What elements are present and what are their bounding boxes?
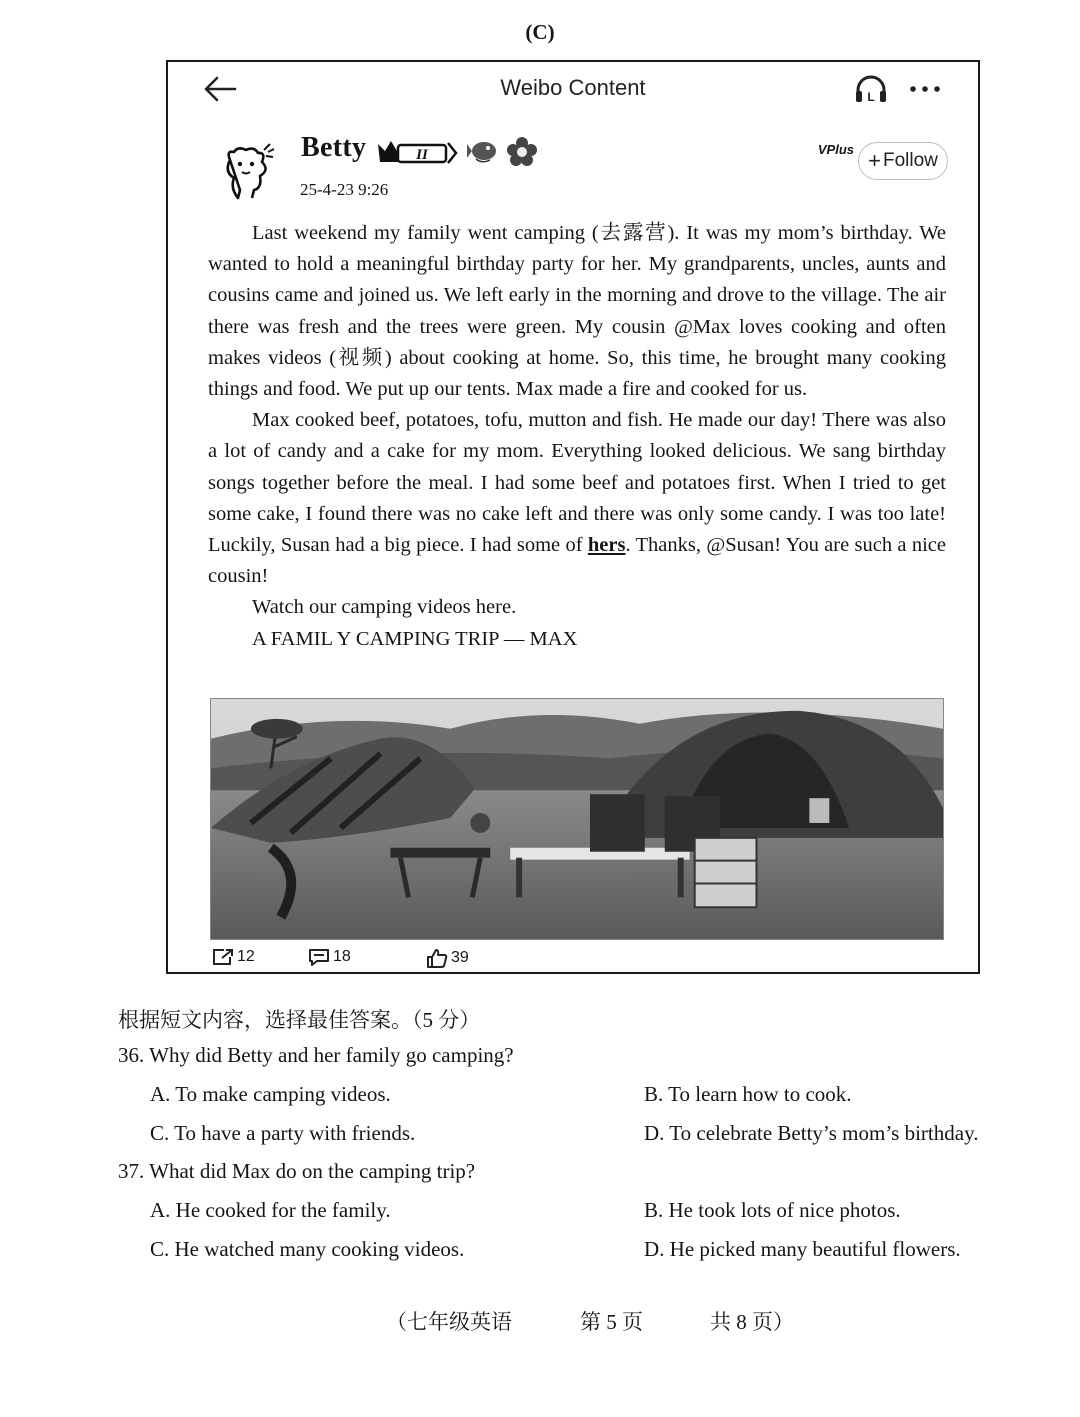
q37-option-d[interactable]: D. He picked many beautiful flowers. [644, 1237, 961, 1261]
question-36: 36. Why did Betty and her family go camping? [118, 1043, 514, 1067]
q37-option-a[interactable]: A. He cooked for the family. [150, 1198, 391, 1222]
crown-level-badge-icon [376, 136, 460, 166]
paragraph-2-text: Max cooked beef, potatoes, tofu, mutton and fish. He made our day! There was also a lot of candy and a cake for my mom. Everything looked delicious. We sang birthday songs together before the meal. I had some beef and potatoes first. When I tried to get some cake, I found there was no cake left and there was only some candy. I was too late! Luckily, Susan had a big piece. I had some of [208, 409, 946, 557]
like-stat[interactable] [426, 948, 469, 968]
fish-badge-icon [466, 136, 500, 166]
footer-page: 第 5 页 [580, 1310, 643, 1334]
like-count: 39 [451, 949, 469, 966]
flower-badge-icon [506, 136, 538, 166]
q36-option-a[interactable]: A. To make camping videos. [150, 1082, 391, 1106]
headphone-letter: L [867, 90, 875, 104]
q36-option-b[interactable]: B. To learn how to cook. [644, 1082, 852, 1106]
app-top-bar [168, 62, 978, 118]
repost-icon [212, 948, 234, 966]
footer-subject: （七年级英语 [386, 1310, 512, 1334]
thumbs-up-icon [426, 948, 448, 968]
q36-option-c[interactable]: C. To have a party with friends. [150, 1121, 416, 1145]
q37-option-c[interactable]: C. He watched many cooking videos. [150, 1237, 465, 1261]
post-timestamp: 25-4-23 9:26 [300, 180, 389, 199]
q36-option-d[interactable]: D. To celebrate Betty’s mom’s birthday. [644, 1121, 979, 1145]
repost-count: 12 [237, 948, 255, 965]
underlined-word: hers [587, 534, 626, 557]
author-name[interactable]: Betty [301, 132, 367, 163]
comment-icon [308, 948, 330, 966]
plus-icon: + [868, 148, 881, 173]
section-label: (C) [525, 20, 555, 44]
level-label: II [416, 147, 428, 163]
paragraph-2 [208, 405, 946, 592]
post-text [208, 218, 946, 655]
more-options-icon[interactable] [908, 78, 942, 100]
weibo-post-screenshot [166, 60, 980, 974]
follow-button[interactable] [858, 142, 948, 180]
exercise-instruction: 根据短文内容，选择最佳答案。（5 分） [118, 1008, 481, 1032]
vplus-label: VPlus [817, 142, 854, 157]
comment-count: 18 [333, 948, 351, 965]
follow-label: Follow [882, 150, 938, 171]
paragraph-1: Last weekend my family went camping (去露营). It was my mom’s birthday. We wanted to hold a meaningful birthday party for her. My grandparents, uncles, aunts and cousins came and joined us. We left early in the morning and drove to the village. The air there was fresh and the trees were green. My cousin @Max loves cooking and often makes videos (视频) about cooking at home. So, this time, he brought many cooking things and food. We put up our tents. Max made a fire and cooked for us. [208, 222, 946, 401]
user-badges [376, 134, 538, 168]
repost-stat[interactable] [212, 948, 255, 966]
comment-stat[interactable] [308, 948, 351, 966]
camping-photo[interactable] [210, 698, 944, 940]
video-title-link[interactable]: A FAMIL Y CAMPING TRIP — MAX [252, 627, 578, 650]
q37-option-b[interactable]: B. He took lots of nice photos. [644, 1198, 901, 1222]
headphone-icon[interactable] [854, 74, 888, 104]
video-prompt: Watch our camping videos here. [252, 596, 517, 619]
paragraph-2-end: . Thanks, @Susan! You are such a nice cousin! [208, 534, 947, 588]
question-37: 37. What did Max do on the camping trip? [118, 1159, 476, 1183]
page-title: Weibo Content [500, 75, 646, 100]
avatar[interactable] [216, 140, 278, 202]
footer-total: 共 8 页） [710, 1310, 794, 1334]
